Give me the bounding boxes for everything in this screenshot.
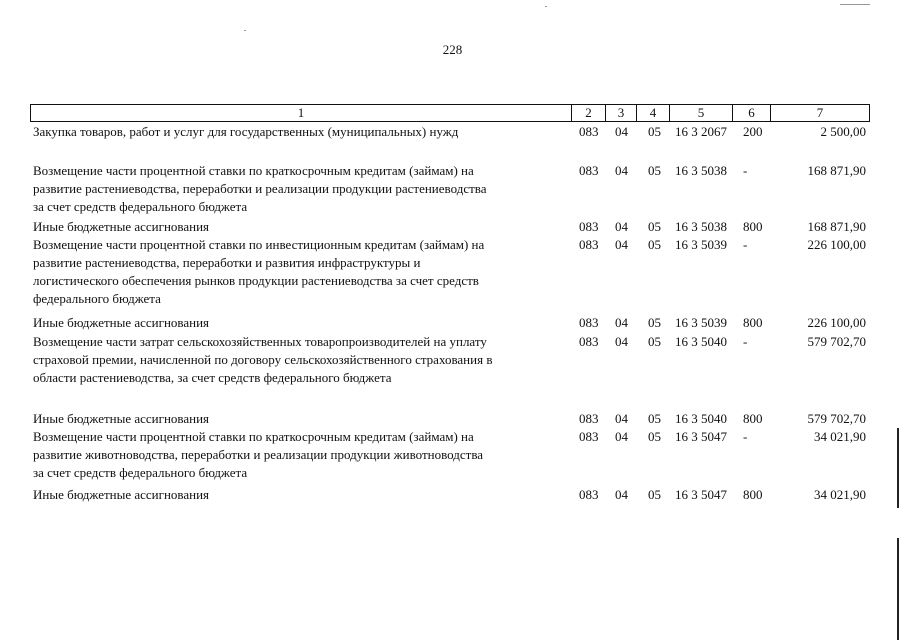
row-description: Иные бюджетные ассигнования [33,411,210,426]
target-article-code: 16 3 5047 [675,487,727,502]
subsection-code: 05 [648,334,661,349]
subsection-code: 05 [648,237,661,252]
expense-type-code: - [743,429,748,444]
subsection-code: 05 [648,163,661,178]
row-description: Возмещение части процентной ставки по инвестиционным кредитам (займам) на развитие растениеводства, переработки и развития инфраструктуры и логистического обеспечения рынков продукции растениеводства за счет средств федерального бюджета [33,237,485,306]
amount: 34 021,90 [814,487,866,502]
expense-type-code: - [743,237,748,252]
ministry-code: 083 [579,124,599,139]
subsection-code: 05 [648,429,661,444]
column-header-1: 1 [297,105,305,120]
scan-edge-mark [897,538,899,640]
target-article-code: 16 3 5039 [675,237,727,252]
scan-speck [545,6,547,7]
row-description: Возмещение части процентной ставки по краткосрочным кредитам (займам) на развитие животноводства, переработки и реализации продукции животноводства за счет средств федерального бюджета [33,429,484,480]
scan-edge-mark [897,428,899,508]
row-description: Иные бюджетные ассигнования [33,487,210,502]
subsection-code: 05 [648,124,661,139]
section-code: 04 [615,315,628,330]
table-header [30,104,870,122]
target-article-code: 16 3 5039 [675,315,727,330]
section-code: 04 [615,219,628,234]
row-description: Возмещение части процентной ставки по краткосрочным кредитам (займам) на развитие растениеводства, переработки и реализации продукции растениеводства за счет средств федерального бюджета [33,163,487,214]
ministry-code: 083 [579,237,599,252]
expense-type-code: 800 [743,219,763,234]
column-header-4: 4 [636,105,669,121]
subsection-code: 05 [648,487,661,502]
ministry-code: 083 [579,487,599,502]
section-code: 04 [615,429,628,444]
target-article-code: 16 3 5040 [675,334,727,349]
amount: 579 702,70 [807,334,866,349]
expense-type-code: - [743,334,748,349]
ministry-code: 083 [579,219,599,234]
amount: 226 100,00 [807,237,866,252]
expense-type-code: 800 [743,411,763,426]
section-code: 04 [615,411,628,426]
ministry-code: 083 [579,315,599,330]
row-description: Иные бюджетные ассигнования [33,219,210,234]
expense-type-code: 200 [743,124,763,139]
scan-speck [840,4,870,5]
target-article-code: 16 3 5038 [675,219,727,234]
page-number: 228 [442,42,463,57]
target-article-code: 16 3 5038 [675,163,727,178]
column-header-2: 2 [571,105,605,121]
amount: 226 100,00 [807,315,866,330]
subsection-code: 05 [648,219,661,234]
section-code: 04 [615,487,628,502]
ministry-code: 083 [579,334,599,349]
column-header-5: 5 [669,105,732,121]
amount: 2 500,00 [820,124,866,139]
subsection-code: 05 [648,411,661,426]
expense-type-code: - [743,163,748,178]
column-header-3: 3 [605,105,636,121]
column-header-7: 7 [770,105,869,121]
amount: 168 871,90 [807,219,866,234]
row-description: Закупка товаров, работ и услуг для государственных (муниципальных) нужд [33,124,459,139]
target-article-code: 16 3 5047 [675,429,727,444]
section-code: 04 [615,163,628,178]
row-description: Возмещение части затрат сельскохозяйственных товаропроизводителей на уплату страховой премии, начисленной по договору сельскохозяйственного страхования в области растениеводства, за счет средств федерального бюджета [33,334,493,385]
column-header-6: 6 [732,105,770,121]
amount: 34 021,90 [814,429,866,444]
scan-speck [244,30,246,31]
ministry-code: 083 [579,163,599,178]
amount: 168 871,90 [807,163,866,178]
ministry-code: 083 [579,411,599,426]
subsection-code: 05 [648,315,661,330]
target-article-code: 16 3 5040 [675,411,727,426]
section-code: 04 [615,334,628,349]
row-description: Иные бюджетные ассигнования [33,315,210,330]
ministry-code: 083 [579,429,599,444]
expense-type-code: 800 [743,315,763,330]
section-code: 04 [615,237,628,252]
section-code: 04 [615,124,628,139]
expense-type-code: 800 [743,487,763,502]
amount: 579 702,70 [807,411,866,426]
target-article-code: 16 3 2067 [675,124,727,139]
